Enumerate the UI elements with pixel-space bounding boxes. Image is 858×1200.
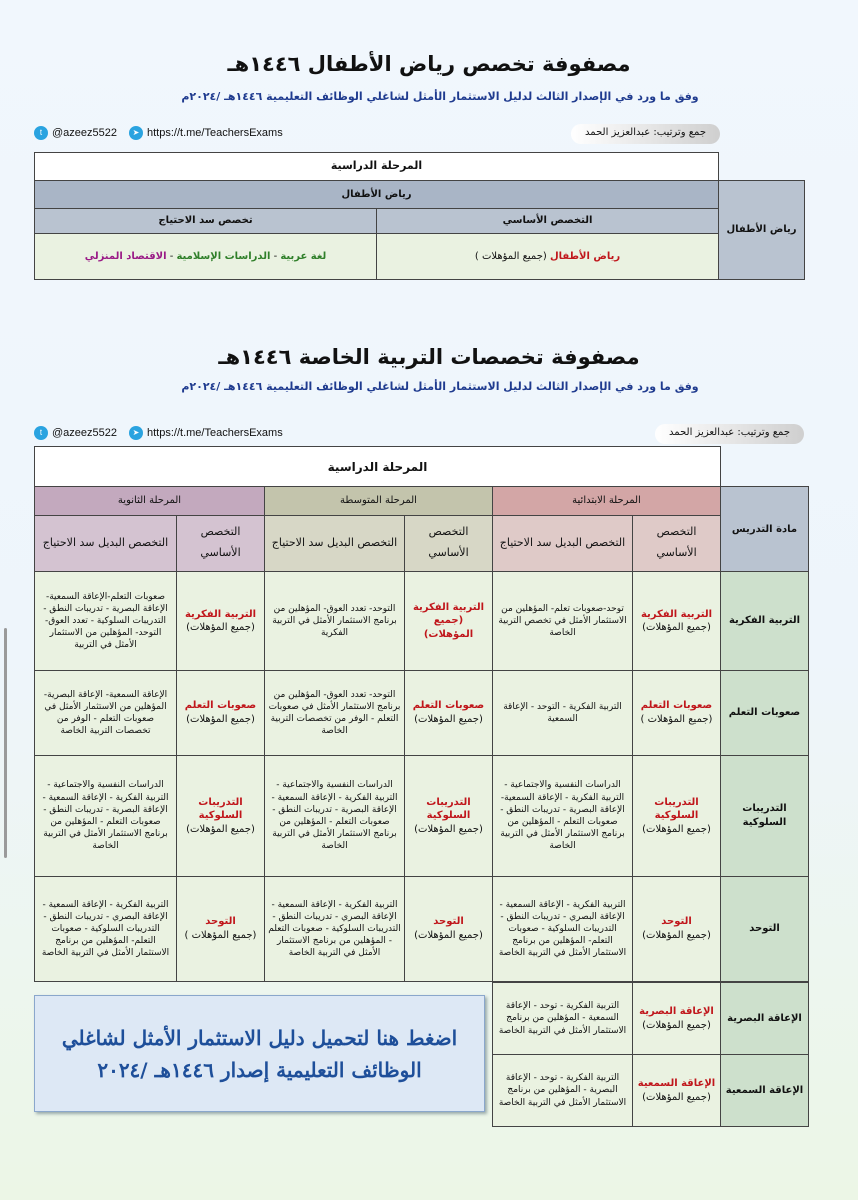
kg-row-subject: رياض الأطفال [719, 181, 805, 280]
basic-specialty: التوحد [433, 916, 464, 928]
kg-social-links [34, 126, 283, 140]
table-row [35, 755, 809, 876]
basic-note: (جميع المؤهلات ) [640, 713, 713, 725]
middle-alt-cell: التربية الفكرية - الإعاقة السمعية - الإعاقة البصري - تدريبات النطق - التدريبات السلوكية - صعوبات التعلم - المؤهلين من برنامج الاستثمار الأمثل في التربية الخاصة [265, 876, 405, 981]
table-row [35, 876, 809, 981]
twitter-handle[interactable]: @azeez5522 [52, 427, 117, 439]
middle-basic-cell [405, 876, 493, 981]
subject-cell: التوحد [721, 876, 809, 981]
download-guide-banner[interactable] [34, 995, 485, 1112]
primary-alt-cell: التربية الفكرية - توحد - الإعاقة السمعية - المؤهلين من برنامج الاستثمار الأمثل في التربية الخاصة [493, 983, 633, 1055]
subject-cell: التدريبات السلوكية [721, 755, 809, 876]
secondary-alt-header: التخصص البديل سد الاحتياج [35, 515, 177, 572]
basic-specialty: صعوبات التعلم [184, 700, 257, 712]
middle-alt-header: التخصص البديل سد الاحتياج [265, 515, 405, 572]
middle-alt-cell: الدراسات النفسية والاجتماعية - التربية الفكرية - الإعاقة السمعية - الإعاقة البصرية - تدريبات النطق - صعوبات التعلم - المؤهلين من برنامج الاستثمار الأمثل في التربية الخاصة [265, 755, 405, 876]
secondary-basic-header: التخصص الأساسي [177, 515, 265, 572]
banner-line-1: اضغط هنا لتحميل دليل الاستثمار الأمثل لشاغلي [61, 1025, 458, 1050]
basic-note: (جميع المؤهلات) [414, 929, 483, 941]
special-ed-matrix-title: مصفوفة تخصصات التربية الخاصة ١٤٤٦هـ [218, 345, 640, 369]
basic-note: (جميع المؤهلات) [186, 823, 255, 835]
primary-stage-header: المرحلة الابتدائية [493, 487, 721, 515]
secondary-stage-header: المرحلة الثانوية [35, 487, 265, 515]
basic-specialty: التربية الفكرية [184, 608, 257, 620]
special-ed-matrix-table-lower [492, 982, 809, 1127]
middle-basic-cell [405, 671, 493, 756]
basic-note: (جميع المؤهلات ) [184, 929, 257, 941]
special-ed-matrix-subtitle: وفق ما ورد في الإصدار الثالث لدليل الاستثمار الأمثل لشاغلي الوظائف التعليمية ١٤٤٦هـ /٢٠٢٤م [181, 380, 699, 393]
kg-matrix-table [34, 152, 805, 280]
secondary-alt-cell: التربية الفكرية - الإعاقة السمعية - الإعاقة البصري - تدريبات النطق - التدريبات السلوكية - صعوبات التعلم- المؤهلين من برنامج الاستثمار الأمثل في التربية الخاصة [35, 876, 177, 981]
twitter-icon: t [34, 126, 48, 140]
basic-specialty: الإعاقة البصرية [639, 1006, 714, 1017]
primary-basic-cell [633, 1055, 721, 1127]
basic-specialty: صعوبات التعلم [412, 700, 485, 712]
basic-specialty: التوحد [205, 916, 236, 928]
primary-alt-cell: التربية الفكرية - الإعاقة السمعية - الإعاقة البصري - تدريبات النطق - التدريبات السلوكية - صعوبات التعلم- المؤهلين من برنامج الاستثمار الأمثل في التربية الخاصة [493, 876, 633, 981]
secondary-basic-cell [177, 572, 265, 671]
special-ed-matrix-table [34, 446, 809, 982]
basic-specialty: التوحد [661, 916, 692, 928]
special-ed-social-links [34, 426, 283, 440]
kg-basic-note: (جميع المؤهلات ) [474, 250, 547, 262]
telegram-icon: ➤ [129, 126, 143, 140]
basic-specialty: صعوبات التعلم [640, 700, 713, 712]
special-ed-credit-badge: جمع وترتيب: عبدالعزيز الحمد [655, 424, 804, 444]
primary-alt-header: التخصص البديل سد الاحتياج [493, 515, 633, 572]
primary-basic-cell [633, 983, 721, 1055]
primary-alt-cell: التربية الفكرية - توحد - الإعاقة البصرية - المؤهلين من برنامج الاستثمار الأمثل في التربية الخاصة [493, 1055, 633, 1127]
basic-specialty: التدريبات السلوكية [654, 796, 699, 822]
kg-credit-row [34, 124, 720, 144]
kg-matrix-subtitle: وفق ما ورد في الإصدار الثالث لدليل الاستثمار الأمثل لشاغلي الوظائف التعليمية ١٤٤٦هـ /٢٠٢٤م [181, 90, 699, 103]
twitter-handle[interactable]: @azeez5522 [52, 127, 117, 139]
kg-program-header: رياض الأطفال [35, 181, 719, 209]
table-row [35, 671, 809, 756]
twitter-icon: t [34, 426, 48, 440]
secondary-alt-cell: الإعاقة السمعية- الإعاقة البصرية- المؤهلين من الاستثمار الأمثل في صعوبات التعلم - الوفر من تخصصات التربية الخاصة [35, 671, 177, 756]
kg-credit-badge: جمع وترتيب: عبدالعزيز الحمد [571, 124, 720, 144]
middle-stage-header: المرحلة المتوسطة [265, 487, 493, 515]
basic-specialty: التدريبات السلوكية [198, 796, 243, 822]
kg-matrix-title: مصفوفة تخصص رياض الأطفال ١٤٤٦هـ [227, 52, 631, 76]
secondary-basic-cell [177, 876, 265, 981]
table-row [493, 983, 809, 1055]
primary-alt-cell: الدراسات النفسية والاجتماعية - التربية الفكرية - الإعاقة السمعية- الإعاقة البصرية - تدريبات النطق - صعوبات التعلم - المؤهلين من برنامج الاستثمار الأمثل في التربية الخاصة [493, 755, 633, 876]
basic-note: (جميع المؤهلات) [642, 1019, 711, 1031]
middle-basic-cell [405, 755, 493, 876]
secondary-basic-cell [177, 755, 265, 876]
telegram-link[interactable]: https://t.me/TeachersExams [147, 427, 283, 439]
special-ed-empty-corner [721, 447, 809, 487]
primary-basic-cell [633, 755, 721, 876]
special-ed-stage-header: المرحلة الدراسية [35, 447, 721, 487]
subject-cell: التربية الفكرية [721, 572, 809, 671]
primary-basic-cell [633, 572, 721, 671]
kg-stage-header: المرحلة الدراسية [35, 153, 719, 181]
secondary-alt-cell: الدراسات النفسية والاجتماعية - التربية الفكرية - الإعاقة السمعية - الإعاقة البصرية - تدريبات النطق - صعوبات التعلم - المؤهلين من برنامج الاستثمار الأمثل في التربية الخاصة [35, 755, 177, 876]
primary-basic-cell [633, 876, 721, 981]
primary-basic-cell [633, 671, 721, 756]
kg-alt-arabic: لغة عربية [280, 250, 327, 262]
subject-header: مادة التدريس [721, 487, 809, 572]
basic-specialty: التربية الفكرية (جميع المؤهلات) [412, 601, 485, 640]
basic-note: (جميع المؤهلات) [186, 713, 255, 725]
kg-alt-header: تخصص سد الاحتياج [35, 209, 377, 233]
secondary-alt-cell: صعوبات التعلم-الإعاقة السمعية-الإعاقة البصرية - تدريبات النطق - التدريبات السلوكية - تعدد العوق- التوحد- المؤهلين من الاستثمار الأمثل في التربية [35, 572, 177, 671]
kg-alt-sep: - [270, 250, 281, 262]
subject-cell: صعوبات التعلم [721, 671, 809, 756]
secondary-basic-cell [177, 671, 265, 756]
kg-empty-corner [719, 153, 805, 181]
kg-basic-value [377, 233, 719, 279]
table-row [35, 572, 809, 671]
special-ed-credit-row [34, 424, 804, 444]
middle-basic-header: التخصص الأساسي [405, 515, 493, 572]
primary-basic-header: التخصص الأساسي [633, 515, 721, 572]
banner-line-2: الوظائف التعليمية إصدار ١٤٤٦هـ /٢٠٢٤ [97, 1057, 422, 1082]
kg-alt-islamic: الدراسات الإسلامية [176, 250, 271, 262]
middle-basic-cell [405, 572, 493, 671]
kg-alt-home-economics: الاقتصاد المنزلي [84, 250, 167, 262]
telegram-icon: ➤ [129, 426, 143, 440]
primary-alt-cell: التربية الفكرية - التوحد - الإعاقة السمعية [493, 671, 633, 756]
telegram-link[interactable]: https://t.me/TeachersExams [147, 127, 283, 139]
kg-basic-main: رياض الأطفال [549, 250, 621, 262]
subject-cell: الإعاقة السمعية [721, 1055, 809, 1127]
kg-alt-value [35, 233, 377, 279]
basic-note: (جميع المؤهلات) [642, 1091, 711, 1103]
basic-specialty: التربية الفكرية [640, 608, 713, 620]
middle-alt-cell: التوحد- تعدد العوق- المؤهلين من برنامج الاستثمار الأمثل في صعوبات التعلم - الوفر من تخصصات التربية الخاصة [265, 671, 405, 756]
basic-note: (جميع المؤهلات) [642, 622, 711, 634]
basic-note: (جميع المؤهلات) [414, 823, 483, 835]
primary-alt-cell: توحد-صعوبات تعلم- المؤهلين من الاستثمار الأمثل في تخصص التربية الخاصة [493, 572, 633, 671]
vertical-scrollbar[interactable] [4, 628, 7, 858]
basic-note: (جميع المؤهلات) [186, 622, 255, 634]
table-row [493, 1055, 809, 1127]
basic-note: (جميع المؤهلات) [642, 823, 711, 835]
basic-note: (جميع المؤهلات) [642, 929, 711, 941]
kg-alt-sep: - [166, 250, 177, 262]
middle-alt-cell: التوحد- تعدد العوق- المؤهلين من برنامج الاستثمار الأمثل في التربية الفكرية [265, 572, 405, 671]
basic-specialty: الإعاقة السمعية [637, 1078, 716, 1089]
basic-specialty: التدريبات السلوكية [426, 796, 471, 822]
kg-basic-header: التخصص الأساسي [377, 209, 719, 233]
subject-cell: الإعاقة البصرية [721, 983, 809, 1055]
basic-note: (جميع المؤهلات) [414, 713, 483, 725]
